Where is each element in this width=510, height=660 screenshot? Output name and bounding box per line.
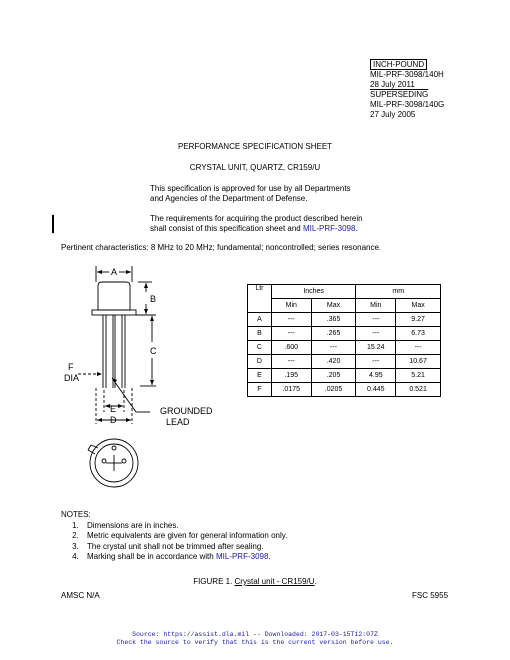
cell-mm-max: 6.73	[396, 327, 441, 341]
cell-mm-min: ---	[356, 355, 396, 369]
cell-in-max: .365	[311, 313, 356, 327]
superseding-label: SUPERSEDING	[370, 90, 429, 99]
note-text: Marking shall be in accordance with	[87, 552, 216, 561]
cell-in-max: .0205	[311, 383, 356, 397]
source-notice	[0, 631, 510, 647]
subheader-max: Max	[396, 299, 441, 313]
approval-paragraph	[150, 184, 351, 204]
cell-in-max: .420	[311, 355, 356, 369]
requirements-line	[150, 224, 363, 234]
note-suffix: .	[268, 552, 271, 561]
source-line: Check the source to verify that this is the current version before use.	[116, 639, 394, 646]
dim-label-c: C	[150, 346, 157, 356]
figure-caption	[0, 577, 510, 586]
page-title: PERFORMANCE SPECIFICATION SHEET	[177, 142, 333, 151]
figure-caption-prefix: FIGURE 1.	[193, 577, 235, 586]
cell-mm-max: 9.27	[396, 313, 441, 327]
table-subheader-row	[248, 299, 441, 313]
notes-section	[61, 510, 287, 563]
cell-in-min: ---	[271, 327, 311, 341]
table-row	[248, 313, 441, 327]
cell-ltr: F	[248, 383, 272, 397]
mil-prf-3098-link[interactable]: MIL-PRF-3098	[215, 552, 269, 561]
table-row	[248, 327, 441, 341]
subheader-max: Max	[311, 299, 356, 313]
note-item: 1. Dimensions are in inches.	[81, 521, 287, 532]
note-item: 3. The crystal unit shall not be trimmed after sealing.	[81, 542, 287, 553]
subheader-min: Min	[271, 299, 311, 313]
document-header	[370, 59, 444, 120]
figure-caption-suffix: .	[314, 577, 317, 586]
cell-mm-min: ---	[356, 327, 396, 341]
notes-heading: NOTES:	[61, 510, 91, 519]
amsc-label: AMSC N/A	[61, 591, 100, 600]
cell-mm-min: 0.445	[356, 383, 396, 397]
dim-label-e: E	[110, 404, 117, 414]
table-row	[248, 341, 441, 355]
cell-in-min: ---	[271, 355, 311, 369]
lead-label: LEAD	[166, 417, 190, 427]
figure-caption-title: Crystal unit - CR159/U	[234, 577, 315, 586]
cell-in-max: .205	[311, 369, 356, 383]
cell-in-max: ---	[311, 341, 356, 355]
dim-label-d: D	[110, 415, 117, 425]
requirements-line: The requirements for acquiring the product described herein	[150, 214, 363, 223]
cell-mm-max: 10.67	[396, 355, 441, 369]
table-row	[248, 369, 441, 383]
cell-mm-max: 0.521	[396, 383, 441, 397]
cell-ltr: D	[248, 355, 272, 369]
cell-mm-min: 15.24	[356, 341, 396, 355]
note-item	[81, 552, 287, 563]
doc-date: 28 July 2011	[370, 80, 415, 89]
dim-label-b: B	[150, 294, 157, 304]
cell-in-min: .195	[271, 369, 311, 383]
crystal-unit-drawing	[40, 262, 213, 502]
cell-mm-min: 4.95	[356, 369, 396, 383]
dim-label-a: A	[111, 267, 118, 277]
page-subtitle: CRYSTAL UNIT, QUARTZ, CR159/U	[189, 163, 321, 172]
dim-label-dia: DIA	[64, 373, 80, 383]
requirements-paragraph	[150, 214, 363, 234]
col-ltr-header: Ltr	[248, 285, 272, 313]
subheader-min: Min	[356, 299, 396, 313]
cell-in-min: .600	[271, 341, 311, 355]
pertinent-characteristics: Pertinent characteristics: 8 MHz to 20 MHz; fundamental; noncontrolled; series resonance.	[61, 243, 382, 252]
table-header-row	[248, 285, 441, 299]
mil-prf-3098-link[interactable]: MIL-PRF-3098	[302, 224, 356, 233]
approval-line: This specification is approved for use by all Departments	[150, 184, 351, 193]
cell-ltr: A	[248, 313, 272, 327]
table-row	[248, 383, 441, 397]
notes-list	[61, 521, 287, 563]
requirements-text: shall consist of this specification sheet and	[150, 224, 303, 233]
cell-ltr: C	[248, 341, 272, 355]
cell-mm-max: 5.21	[396, 369, 441, 383]
dim-label-f: F	[68, 362, 74, 372]
superseded-number: MIL-PRF-3098/140G	[370, 100, 445, 109]
note-item: 2. Metric equivalents are given for general information only.	[81, 531, 287, 542]
col-mm-header: mm	[356, 285, 441, 299]
cell-ltr: B	[248, 327, 272, 341]
approval-line: and Agencies of the Department of Defense.	[150, 194, 308, 203]
cell-mm-min: ---	[356, 313, 396, 327]
doc-number: MIL-PRF-3098/140H	[370, 70, 444, 79]
grounded-label: GROUNDED	[160, 406, 213, 416]
cell-in-max: .265	[311, 327, 356, 341]
col-inches-header: Inches	[271, 285, 356, 299]
cell-mm-max: ---	[396, 341, 441, 355]
source-line[interactable]: Source: https://assist.dla.mil -- Downloaded: 2017-03-15T12:07Z	[132, 631, 378, 638]
superseded-date: 27 July 2005	[370, 110, 416, 119]
dimensions-table	[247, 284, 441, 397]
inch-pound-badge: INCH-POUND	[370, 59, 427, 70]
cell-in-min: .0175	[271, 383, 311, 397]
cell-in-min: ---	[271, 313, 311, 327]
table-row	[248, 355, 441, 369]
requirements-suffix: .	[355, 224, 358, 233]
change-bar	[52, 215, 54, 233]
cell-ltr: E	[248, 369, 272, 383]
fsc-label: FSC 5955	[412, 591, 449, 600]
